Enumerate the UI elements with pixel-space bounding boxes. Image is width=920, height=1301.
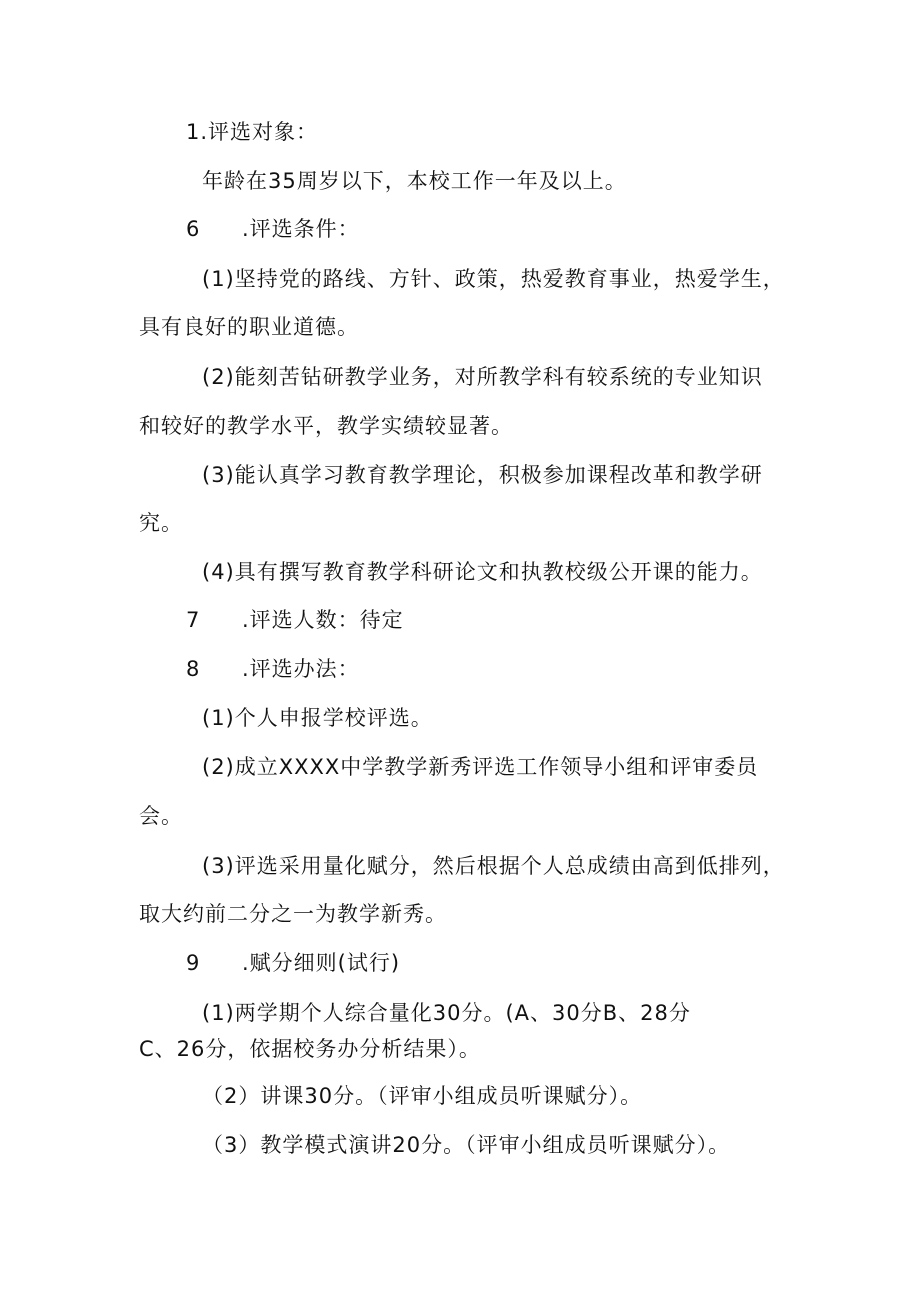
section-6-item-1-line-2: 具有良好的职业道德。	[139, 315, 359, 339]
section-6-item-1-line-1: (1)坚持党的路线、方针、政策，热爱教育事业，热爱学生，	[202, 267, 785, 291]
section-8-item-1-line-1: (1)个人申报学校评选。	[202, 706, 433, 730]
section-7-number: 7	[186, 608, 201, 632]
section-9-number: 9	[186, 951, 201, 975]
section-6-item-2-line-1: (2)能刻苦钻研教学业务，对所教学科有较系统的专业知识	[202, 365, 763, 389]
section-1-body: 年龄在35周岁以下，本校工作一年及以上。	[202, 169, 627, 193]
section-6-item-4-line-1: (4)具有撰写教育教学科研论文和执教校级公开课的能力。	[202, 560, 763, 584]
section-8-item-2-line-1: (2)成立XXXX中学教学新秀评选工作领导小组和评审委员	[202, 755, 759, 779]
section-6-number: 6	[186, 217, 201, 241]
section-8-heading-row	[186, 654, 360, 684]
section-8-item-2-line-2: 会。	[139, 804, 183, 828]
section-9-heading-row	[186, 948, 400, 978]
section-8-item-3-line-2: 取大约前二分之一为教学新秀。	[139, 902, 447, 926]
section-8-heading: .评选办法：	[242, 657, 360, 681]
section-9-item-2-line-1: （2）讲课30分。（评审小组成员听课赋分）。	[202, 1084, 643, 1108]
section-8-item-3-line-1: (3)评选采用量化赋分，然后根据个人总成绩由高到低排列，	[202, 854, 785, 878]
section-9-heading: .赋分细则(试行)	[242, 951, 401, 975]
section-9-item-1-line-1: (1)两学期个人综合量化30分。(A、30分B、28分	[202, 1001, 691, 1025]
section-6-item-2-line-2: 和较好的教学水平，教学实绩较显著。	[139, 414, 513, 438]
section-7-heading: .评选人数：待定	[242, 608, 404, 632]
section-6-item-3-line-2: 究。	[139, 511, 183, 535]
section-9-item-1-line-2: C、26分，依据校务办分析结果）。	[139, 1037, 481, 1061]
section-6-item-3-line-1: (3)能认真学习教育教学理论，积极参加课程改革和教学研	[202, 463, 763, 487]
section-7-heading-row	[186, 605, 404, 635]
section-9-item-3-line-1: （3）教学模式演讲20分。（评审小组成员听课赋分）。	[202, 1133, 731, 1157]
section-6-heading-row	[186, 214, 360, 244]
section-1-heading: 1.评选对象：	[186, 120, 319, 144]
section-6-heading: .评选条件：	[242, 217, 360, 241]
section-8-number: 8	[186, 657, 201, 681]
